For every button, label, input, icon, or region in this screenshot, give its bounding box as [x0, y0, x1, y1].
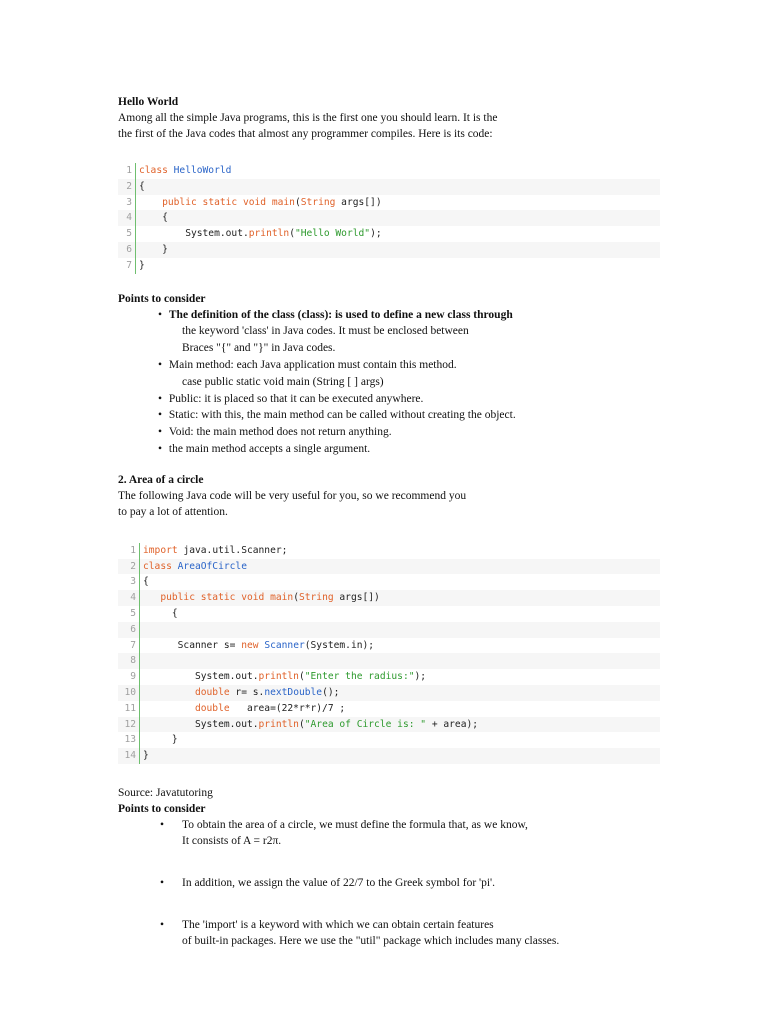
list-item — [118, 424, 678, 441]
code-text: double r= s.nextDouble(); — [194, 686, 340, 698]
code-text: { — [139, 212, 168, 224]
bullet-marker: • — [158, 442, 163, 455]
line-number: 3 — [118, 195, 136, 211]
list-item — [118, 441, 678, 458]
code-text: } — [139, 259, 145, 271]
section-intro — [118, 110, 678, 142]
line-number: 1 — [118, 543, 140, 559]
code-text: public static void main(String args[]) — [162, 196, 382, 208]
line-number: 3 — [118, 574, 140, 590]
code-line — [118, 701, 660, 717]
code-text: System.out.println("Area of Circle is: " + area); — [143, 718, 479, 730]
points-list — [118, 817, 678, 949]
code-line — [118, 717, 660, 733]
bullet-marker: • — [160, 818, 165, 831]
line-number: 2 — [118, 559, 140, 575]
list-item-line: Braces "{" and "}" in Java codes. — [182, 342, 336, 355]
bullet-marker: • — [158, 308, 163, 321]
line-number: 4 — [118, 590, 140, 606]
paragraph-line: the first of the Java codes that almost any programmer compiles. Here is its code: — [118, 128, 493, 140]
list-item-line: Main method: each Java application must contain this method. — [166, 358, 457, 371]
line-number: 6 — [118, 242, 136, 258]
code-text: import java.util.Scanner; — [143, 544, 288, 556]
code-block-area-circle — [118, 543, 660, 764]
code-line — [118, 179, 660, 195]
bullet-marker: • — [158, 392, 163, 405]
bullet-marker: • — [158, 409, 163, 422]
list-item — [118, 307, 678, 357]
code-line — [118, 258, 660, 274]
code-text: } — [143, 750, 149, 762]
list-item-text — [118, 817, 678, 849]
code-line — [118, 242, 660, 258]
list-item-text — [118, 875, 678, 891]
line-number: 12 — [118, 717, 140, 733]
list-item — [118, 917, 678, 949]
list-item — [118, 407, 678, 424]
line-number: 1 — [118, 163, 136, 179]
code-line — [118, 748, 660, 764]
list-item-line: It consists of A = r2π. — [182, 834, 282, 847]
document-page — [118, 94, 678, 975]
list-item-line: of built-in packages. Here we use the "util" package which includes many classes. — [182, 934, 560, 947]
code-text: public static void main(String args[]) — [160, 592, 380, 604]
line-number: 5 — [118, 606, 140, 622]
code-line — [118, 210, 660, 226]
code-line — [118, 590, 660, 606]
code-line — [118, 559, 660, 575]
code-text: { — [143, 607, 178, 619]
code-line — [118, 638, 660, 654]
code-text: System.out.println("Hello World"); — [139, 228, 382, 240]
line-number: 2 — [118, 179, 136, 195]
list-item — [118, 875, 678, 891]
code-block-hello-world — [118, 163, 660, 274]
code-line — [118, 622, 660, 638]
list-item — [118, 391, 678, 408]
line-number: 6 — [118, 622, 140, 638]
line-number: 10 — [118, 685, 140, 701]
list-item-line: To obtain the area of a circle, we must define the formula that, as we know, — [182, 818, 528, 831]
section-title-area-circle: 2. Area of a circle — [118, 473, 204, 486]
line-number: 9 — [118, 669, 140, 685]
line-number: 7 — [118, 258, 136, 274]
code-line — [118, 195, 660, 211]
code-line — [118, 732, 660, 748]
list-item-line: case public static void main (String [ ] args) — [182, 375, 384, 388]
code-line — [118, 685, 660, 701]
code-line — [118, 606, 660, 622]
code-line — [118, 543, 660, 559]
code-text: { — [143, 576, 149, 588]
code-text: double area=(22*r*r)/7 ; — [194, 702, 346, 714]
list-item — [118, 817, 678, 849]
line-number: 7 — [118, 638, 140, 654]
code-text — [140, 622, 143, 638]
list-item-line: Static: with this, the main method can be called without creating the object. — [166, 409, 516, 422]
code-text: Scanner s= new Scanner(System.in); — [143, 639, 375, 651]
points-title: Points to consider — [118, 292, 206, 305]
line-number: 11 — [118, 701, 140, 717]
source-credit: Source: Javatutoring — [118, 786, 213, 799]
list-item-line: In addition, we assign the value of 22/7 to the Greek symbol for 'pi'. — [182, 876, 495, 889]
code-text: { — [139, 180, 145, 192]
list-item-line: Public: it is placed so that it can be executed anywhere. — [166, 392, 424, 405]
list-item-text — [118, 917, 678, 949]
list-item-line: The definition of the class (class): is used to define a new class through — [166, 308, 513, 321]
line-number: 13 — [118, 732, 140, 748]
code-text: System.out.println("Enter the radius:"); — [143, 671, 427, 683]
bullet-marker: • — [160, 876, 165, 889]
list-item-line: the keyword 'class' in Java codes. It must be enclosed between — [182, 325, 469, 338]
code-text: class AreaOfCircle — [143, 560, 247, 572]
paragraph-line: The following Java code will be very useful for you, so we recommend you — [118, 489, 467, 502]
bullet-marker: • — [158, 426, 163, 439]
points-list — [118, 307, 678, 458]
line-number: 14 — [118, 748, 140, 764]
list-item — [118, 357, 678, 391]
line-number: 4 — [118, 210, 136, 226]
section-title-hello-world: Hello World — [118, 96, 179, 108]
code-line — [118, 574, 660, 590]
code-line — [118, 163, 660, 179]
code-line — [118, 669, 660, 685]
bullet-marker: • — [160, 918, 165, 931]
code-line — [118, 226, 660, 242]
paragraph-line: to pay a lot of attention. — [118, 505, 228, 518]
code-text: class HelloWorld — [139, 165, 232, 176]
section-intro — [118, 488, 678, 520]
line-number: 8 — [118, 653, 140, 669]
code-text: } — [143, 734, 178, 746]
list-item-line: Void: the main method does not return anything. — [166, 426, 392, 439]
code-text — [140, 653, 143, 669]
paragraph-line: Among all the simple Java programs, this is the first one you should learn. It is the — [118, 112, 498, 124]
code-line — [118, 653, 660, 669]
bullet-marker: • — [158, 358, 163, 371]
line-number: 5 — [118, 226, 136, 242]
list-item-line: The 'import' is a keyword with which we can obtain certain features — [182, 918, 494, 931]
points-title: Points to consider — [118, 802, 206, 815]
code-text: } — [139, 243, 168, 255]
list-item-line: the main method accepts a single argument. — [166, 442, 371, 455]
